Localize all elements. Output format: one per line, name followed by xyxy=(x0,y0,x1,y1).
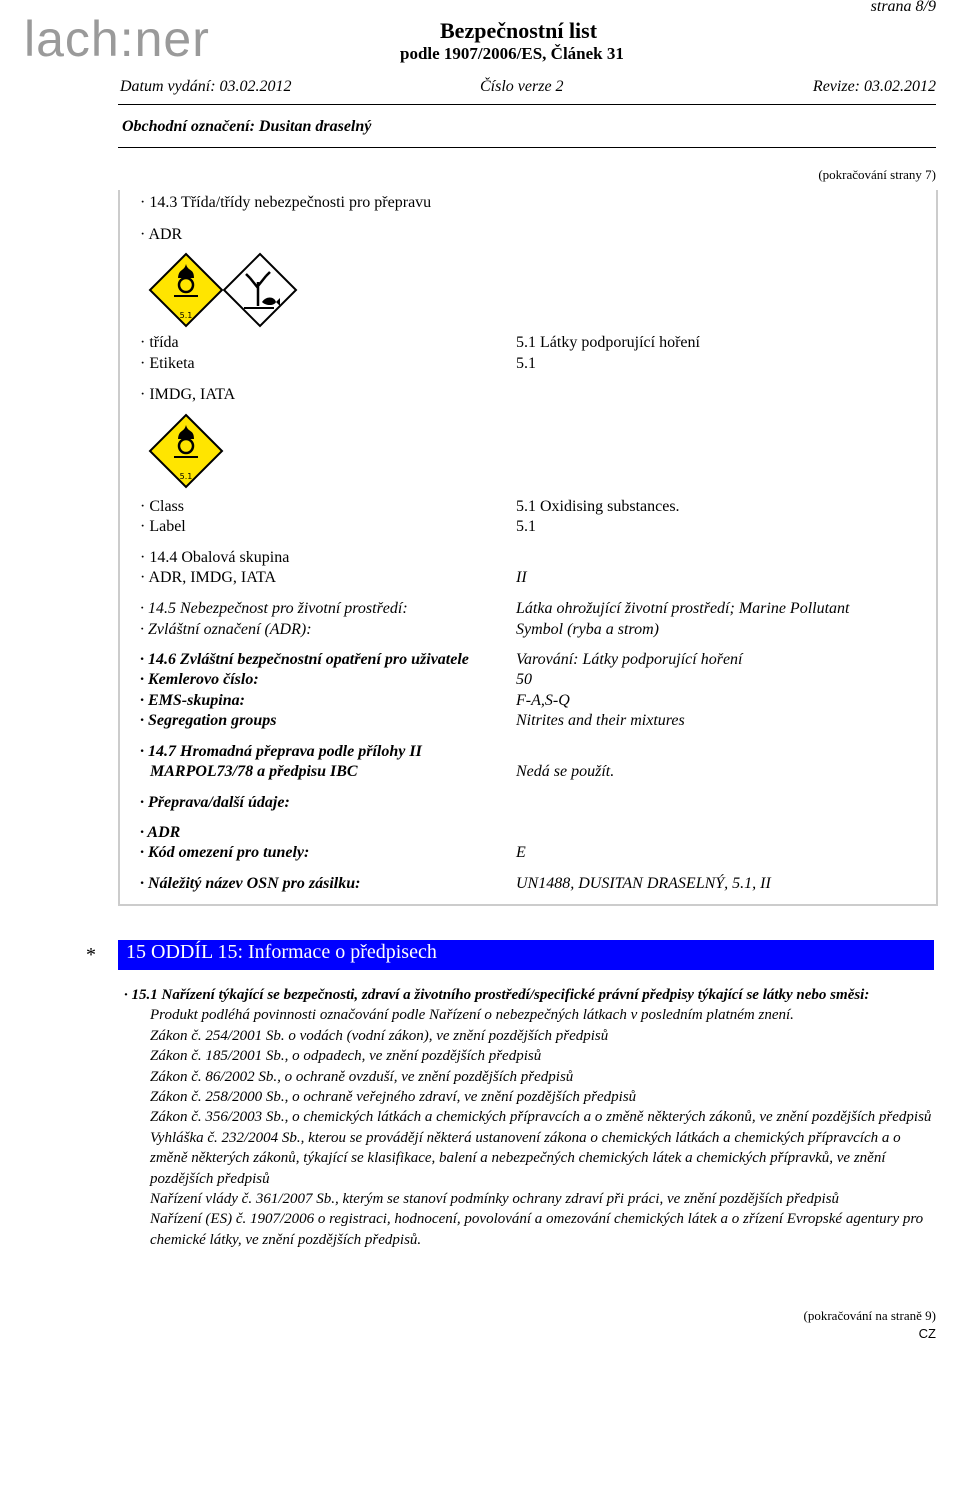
section-15-1-heading: · 15.1 Nařízení týkající se bezpečnosti, zdraví a životního prostředí/specifické právní předpisy týkající se látky nebo směsi: xyxy=(124,987,870,1003)
packing-group-value: II xyxy=(516,569,527,586)
continuation-to: (pokračování na straně 9) xyxy=(803,1308,936,1323)
document-title: Bezpečnostní list xyxy=(440,18,598,43)
regulation-line: Zákon č. 254/2001 Sb. o vodách (vodní zákon), ve znění pozdějších předpisů xyxy=(150,1027,609,1044)
section-15-1-block xyxy=(124,985,936,1250)
regulation-line: Zákon č. 356/2003 Sb., o chemických látkách a chemických přípravcích a o změně některých zákonů, ve znění pozdějších předpisů xyxy=(150,1109,932,1126)
special-marking-label: · Zvláštní označení (ADR): xyxy=(140,621,312,638)
section-14-6-label: · 14.6 Zvláštní bezpečnostní opatření pro uživatele xyxy=(140,651,469,668)
issue-date: Datum vydání: 03.02.2012 xyxy=(120,78,292,95)
tunnel-code-value: E xyxy=(516,844,526,861)
pictogram-class-number: 5.1 xyxy=(179,472,193,481)
class-value: 5.1 Oxidising substances. xyxy=(516,498,680,515)
kemler-label: · Kemlerovo číslo: xyxy=(140,671,259,688)
trade-name: Obchodní označení: Dusitan draselný xyxy=(122,118,372,135)
regulation-line: Zákon č. 86/2002 Sb., o ochraně ovzduší, ve znění pozdějších předpisů xyxy=(150,1068,574,1085)
regulation-line: Produkt podléhá povinnosti označování podle Nařízení o nebezpečných látkach v posledním platném znení. xyxy=(150,1007,794,1024)
section-14-7-value: Nedá se použít. xyxy=(516,763,615,780)
regulation-line: Nařízení vlády č. 361/2007 Sb., kterým se stanoví podmínky ochrany zdraví při práci, ve znění pozdějších předpisů xyxy=(150,1191,840,1208)
label-label: · Label xyxy=(140,518,186,535)
section-14-3-heading: · 14.3 Třída/třídy nebezpečnosti pro přepravu xyxy=(140,194,432,211)
change-marker: * xyxy=(86,944,96,966)
regulation-line: Vyhláška č. 232/2004 Sb., kterou se provádějí některá ustanovení zákona o chemických látkách a chemických přípravcích a o změně některých zákonů, týkající se klasifikace, balení a nebezpečných chemických látek a chemických přípravků, ve znění pozdějších předpisů xyxy=(150,1129,901,1187)
section-14-5-label: · 14.5 Nebezpečnost pro životní prostředí: xyxy=(140,600,408,617)
environment-pictogram-icon xyxy=(222,252,298,328)
adr-heading-2: · ADR xyxy=(140,824,181,841)
etiketa-label: · Etiketa xyxy=(140,355,195,372)
language-code: CZ xyxy=(918,1326,936,1341)
kemler-value: 50 xyxy=(516,671,532,688)
special-marking-value: Symbol (ryba a strom) xyxy=(516,621,659,638)
transport-other-heading: · Přeprava/další údaje: xyxy=(140,794,290,811)
revision-date: Revize: 03.02.2012 xyxy=(812,78,936,95)
segregation-value: Nitrites and their mixtures xyxy=(516,712,685,729)
section-15-title: 15 ODDÍL 15: Informace o předpisech xyxy=(126,941,437,963)
section-14-5-value: Látka ohrožující životní prostředí; Marine Pollutant xyxy=(516,600,850,617)
pictogram-class-number: 5.1 xyxy=(179,311,193,320)
header-divider xyxy=(118,104,936,105)
ems-label: · EMS-skupina: xyxy=(140,692,245,709)
section-14-6-value: Varování: Látky podporující hoření xyxy=(516,651,743,668)
section-14-7-label-line1: · 14.7 Hromadná přeprava podle přílohy II xyxy=(140,743,422,760)
company-logo: lach:ner xyxy=(24,11,210,67)
regulation-line: Zákon č. 185/2001 Sb., o odpadech, ve znění pozdějších předpisů xyxy=(150,1048,542,1065)
trida-label: · třída xyxy=(140,334,179,351)
oxidizer-pictogram-icon-imdg xyxy=(148,413,224,489)
section-14-7-label-line2: MARPOL73/78 a předpisu IBC xyxy=(150,763,358,780)
header-divider-2 xyxy=(118,147,936,148)
un-shipping-name-value: UN1488, DUSITAN DRASELNÝ, 5.1, II xyxy=(516,875,771,892)
ems-value: F-A,S-Q xyxy=(516,692,570,709)
regulation-line: Zákon č. 258/2000 Sb., o ochraně veřejného zdraví, ve znění pozdějších předpisů xyxy=(150,1089,637,1106)
trida-value: 5.1 Látky podporující hoření xyxy=(516,334,700,351)
tunnel-code-label: · Kód omezení pro tunely: xyxy=(140,844,310,861)
imdg-iata-heading: · IMDG, IATA xyxy=(140,386,236,403)
class-label: · Class xyxy=(140,498,184,515)
document-subtitle: podle 1907/2006/ES, Článek 31 xyxy=(400,44,624,63)
label-value: 5.1 xyxy=(516,518,536,535)
continuation-from: (pokračování strany 7) xyxy=(818,167,936,182)
version-number: Číslo verze 2 xyxy=(480,78,564,95)
section-14-4-heading: · 14.4 Obalová skupina xyxy=(140,549,290,566)
packing-group-label: · ADR, IMDG, IATA xyxy=(140,569,277,586)
un-shipping-name-label: · Náležitý název OSN pro zásilku: xyxy=(140,875,361,892)
etiketa-value: 5.1 xyxy=(516,355,536,372)
page-number: strana 8/9 xyxy=(870,0,936,15)
oxidizer-pictogram-icon xyxy=(148,252,224,328)
adr-heading: · ADR xyxy=(140,226,183,243)
regulation-line: Nařízení (ES) č. 1907/2006 o registraci, hodnocení, povolování a omezování chemických látek a o zřízení Evropské agentury pro chemické látky, ve znění pozdějších předpisů. xyxy=(150,1211,924,1248)
segregation-label: · Segregation groups xyxy=(140,712,277,729)
